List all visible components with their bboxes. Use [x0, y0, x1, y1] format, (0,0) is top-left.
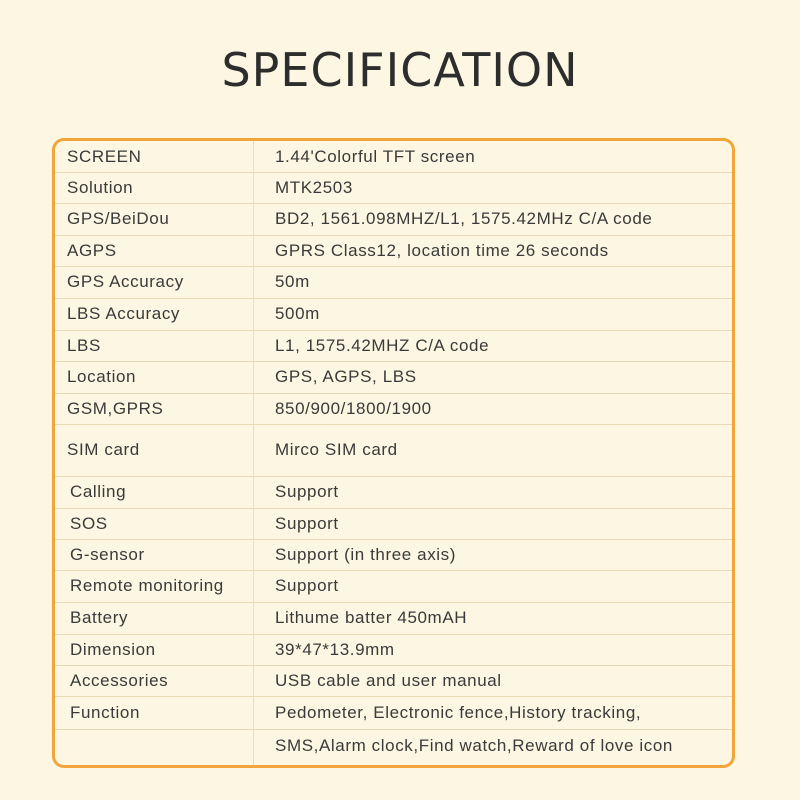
- spec-value: 850/900/1800/1900: [253, 393, 732, 424]
- spec-key: GSM,GPRS: [67, 398, 164, 418]
- page-title: SPECIFICATION: [221, 43, 579, 97]
- spec-key: Solution: [67, 177, 134, 197]
- spec-key: Accessories: [70, 670, 169, 690]
- spec-value: 500m: [253, 298, 732, 330]
- spec-key: GPS Accuracy: [67, 272, 184, 291]
- spec-row: [55, 634, 732, 665]
- spec-key: SOS: [70, 513, 108, 533]
- spec-value: GPRS Class12, location time 26 seconds: [253, 235, 732, 266]
- spec-row: [55, 696, 732, 729]
- spec-row: [55, 172, 732, 203]
- spec-value: Support: [253, 476, 732, 508]
- spec-value: 39*47*13.9mm: [253, 634, 732, 665]
- spec-row: [55, 203, 732, 235]
- spec-value: USB cable and user manual: [253, 665, 732, 696]
- spec-value: 50m: [253, 266, 732, 298]
- spec-key: Location: [67, 367, 137, 386]
- spec-key: LBS Accuracy: [67, 304, 181, 323]
- spec-row: [55, 539, 732, 570]
- spec-row: [55, 141, 732, 172]
- spec-key: Calling: [70, 482, 127, 501]
- spec-row: [55, 665, 732, 696]
- spec-value: Pedometer, Electronic fence,History tracking,: [253, 696, 732, 729]
- spec-value: L1, 1575.42MHZ C/A code: [253, 330, 732, 361]
- spec-row: [55, 508, 732, 539]
- spec-key: Battery: [70, 608, 129, 627]
- spec-value: Support: [253, 508, 732, 539]
- specification-table: [52, 138, 735, 768]
- spec-row: [55, 298, 732, 330]
- spec-value: SMS,Alarm clock,Find watch,Reward of love icon: [253, 729, 732, 763]
- spec-key: LBS: [67, 335, 101, 355]
- spec-row: [55, 330, 732, 361]
- spec-key: GPS/BeiDou: [67, 209, 170, 228]
- spec-row: [55, 235, 732, 266]
- spec-value: BD2, 1561.098MHZ/L1, 1575.42MHz C/A code: [253, 203, 732, 235]
- spec-row: [55, 424, 732, 476]
- spec-key: [55, 729, 253, 763]
- spec-row: [55, 266, 732, 298]
- spec-row: [55, 361, 732, 393]
- spec-key: SIM card: [67, 440, 140, 459]
- spec-key: Function: [70, 702, 141, 722]
- spec-value: Mirco SIM card: [253, 424, 732, 476]
- spec-value: MTK2503: [253, 172, 732, 203]
- spec-row: [55, 602, 732, 634]
- spec-value: Support (in three axis): [253, 539, 732, 570]
- spec-value: Lithume batter 450mAH: [253, 602, 732, 634]
- spec-key: G-sensor: [70, 544, 145, 564]
- spec-row: [55, 393, 732, 424]
- spec-key: SCREEN: [67, 146, 142, 166]
- spec-key: AGPS: [67, 240, 117, 260]
- spec-value: Support: [253, 570, 732, 602]
- spec-key: Dimension: [70, 639, 156, 659]
- spec-key: Remote monitoring: [70, 576, 224, 595]
- spec-row: [55, 570, 732, 602]
- spec-value: GPS, AGPS, LBS: [253, 361, 732, 393]
- spec-row: [55, 476, 732, 508]
- spec-row: [55, 729, 732, 763]
- spec-value: 1.44'Colorful TFT screen: [253, 141, 732, 172]
